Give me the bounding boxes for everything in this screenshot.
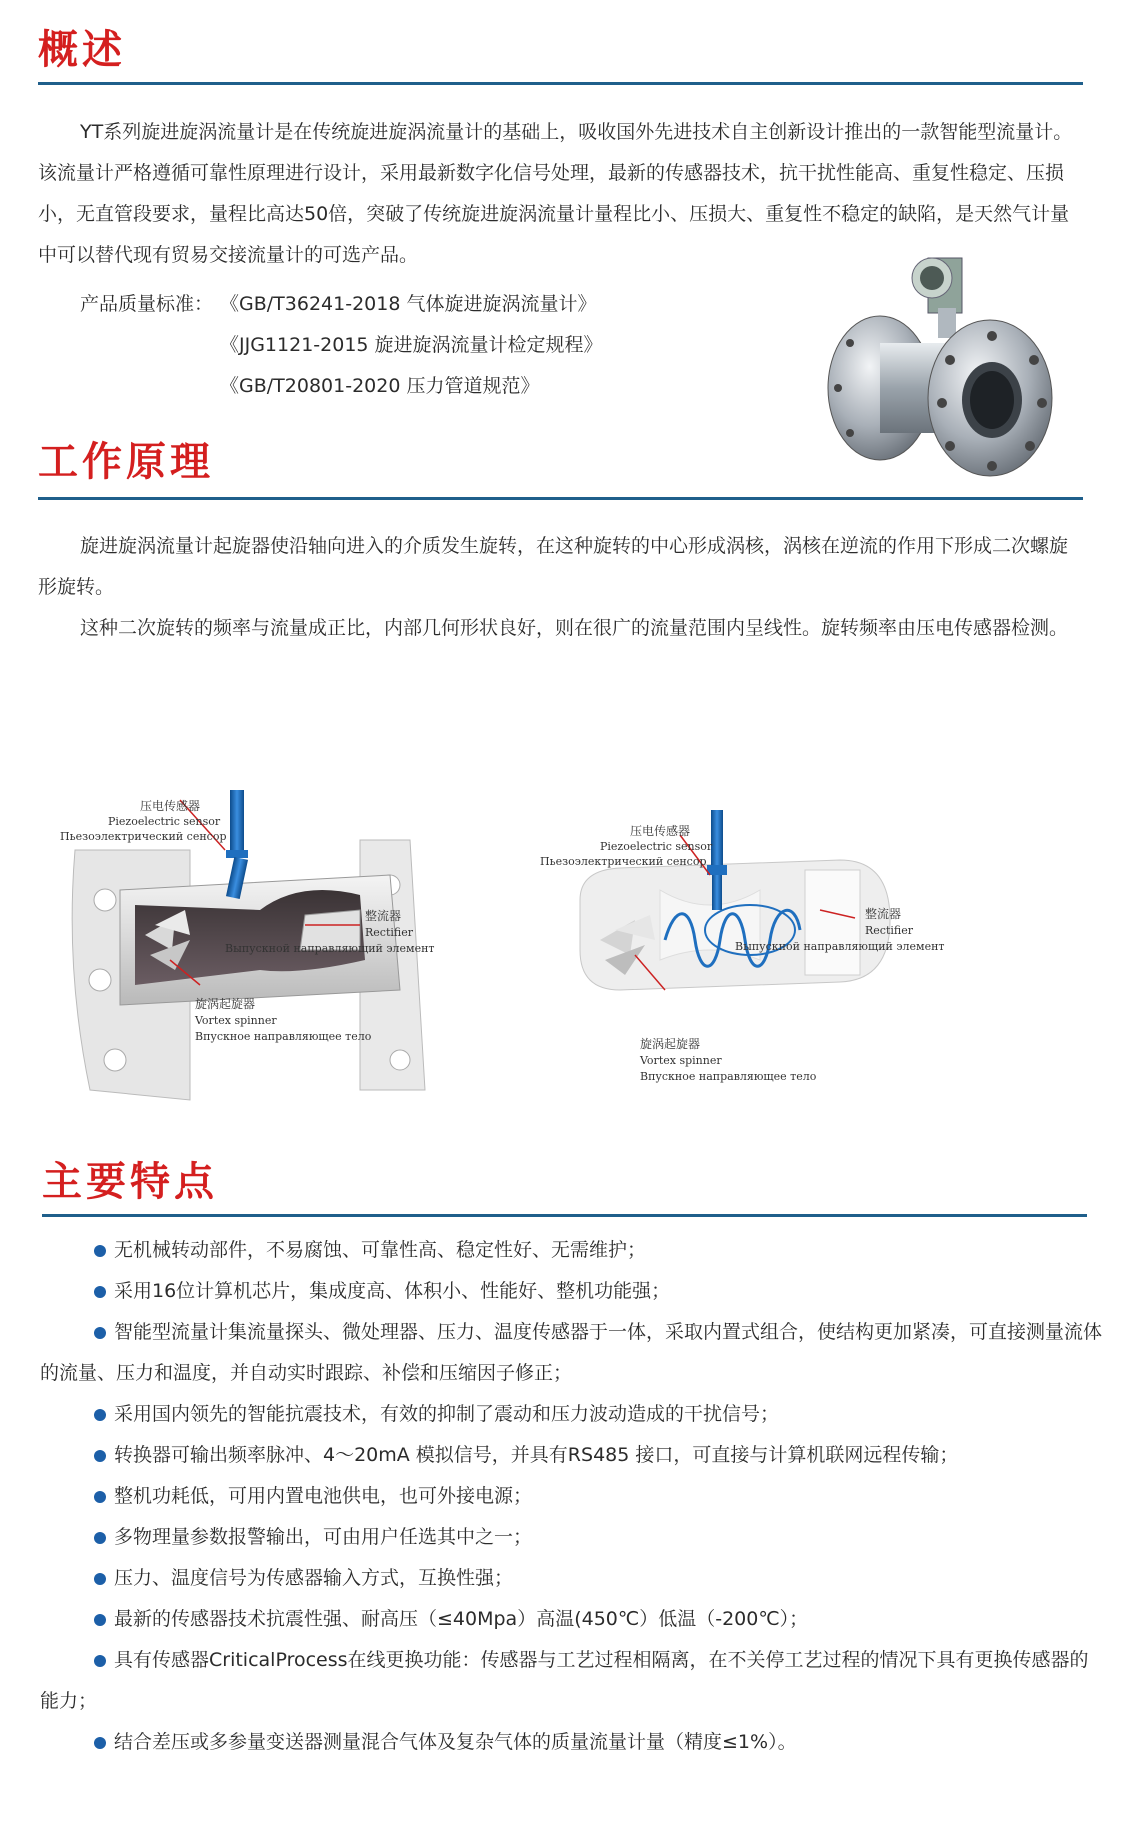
standard-item-1: 《GB/T36241-2018 气体旋进旋涡流量计》 — [220, 293, 597, 315]
principle-paragraph-2: 这种二次旋转的频率与流量成正比，内部几何形状良好，则在很广的流量范围内呈线性。旋转频率由压电传感器检测。 — [80, 617, 1069, 639]
bullet-icon — [94, 1614, 106, 1626]
left-spinner-ru-label: Впускное направляющее тело — [195, 1030, 372, 1043]
standards-label: 产品质量标准： — [80, 293, 214, 315]
left-rectifier-ru-label: Выпускной направляющий элемент — [225, 942, 435, 955]
right-vortex-diagram — [580, 810, 890, 990]
bullet-icon — [94, 1573, 106, 1585]
bullet-icon — [94, 1532, 106, 1544]
feature-item: 采用16位计算机芯片，集成度高、体积小、性能好、整机功能强； — [40, 1271, 1102, 1312]
right-sensor-cn-label: 压电传感器 — [630, 824, 691, 838]
overview-divider — [38, 82, 1083, 85]
left-rectifier-cn-label: 整流器 — [365, 909, 402, 923]
features-list — [40, 1230, 1102, 1763]
left-spinner-cn-label: 旋涡起旋器 — [195, 997, 256, 1011]
feature-item: 最新的传感器技术抗震性强、耐高压（≤40Mpa）高温(450℃）低温（-200℃）； — [40, 1599, 1102, 1640]
feature-item: 具有传感器CriticalProcess在线更换功能：传感器与工艺过程相隔离，在不关停工艺过程的情况下具有更换传感器的能力； — [40, 1649, 1089, 1712]
principle-divider — [38, 497, 1083, 500]
bullet-icon — [94, 1491, 106, 1503]
bullet-icon — [94, 1655, 106, 1667]
bullet-icon — [94, 1286, 106, 1298]
right-rectifier-ru-label: Выпускной направляющий элемент — [735, 940, 945, 953]
standard-item-2: 《JJG1121-2015 旋进旋涡流量计检定规程》 — [220, 334, 603, 356]
left-sensor-cn-label: 压电传感器 — [140, 799, 201, 813]
overview-paragraph: YT系列旋进旋涡流量计是在传统旋进旋涡流量计的基础上，吸收国外先进技术自主创新设计推出的一款智能型流量计。该流量计严格遵循可靠性原理进行设计，采用最新数字化信号处理，最新的传感器技术，抗干扰性能高、重复性稳定、压损小，无直管段要求，量程比高达50倍，突破了传统旋进旋涡流量计量程比小、压损大、重复性不稳定的缺陷，是天然气计量中可以替代现有贸易交接流量计的可选产品。 — [38, 121, 1073, 266]
right-rectifier-cn-label: 整流器 — [865, 907, 902, 921]
bullet-icon — [94, 1409, 106, 1421]
feature-item: 智能型流量计集流量探头、微处理器、压力、温度传感器于一体，采取内置式组合，使结构更加紧凑，可直接测量流体的流量、压力和温度，并自动实时跟踪、补偿和压缩因子修正； — [40, 1321, 1103, 1384]
bullet-icon — [94, 1327, 106, 1339]
standard-item-3: 《GB/T20801-2020 压力管道规范》 — [220, 375, 540, 397]
features-divider — [42, 1214, 1087, 1217]
overview-title: 概述 — [38, 27, 126, 73]
principle-paragraph-1: 旋进旋涡流量计起旋器使沿轴向进入的介质发生旋转，在这种旋转的中心形成涡核，涡核在逆流的作用下形成二次螺旋形旋转。 — [38, 535, 1069, 598]
flowmeter-product-image — [820, 248, 1060, 483]
feature-item: 整机功耗低，可用内置电池供电，也可外接电源； — [40, 1476, 1102, 1517]
right-spinner-ru-label: Впускное направляющее тело — [640, 1070, 817, 1083]
left-sensor-ru-label: Пьезоэлектрический сенсор — [60, 830, 227, 843]
right-rectifier-en-label: Rectifier — [865, 924, 913, 937]
left-sensor-en-label: Piezoelectric sensor — [108, 815, 221, 828]
feature-item: 多物理量参数报警输出，可由用户任选其中之一； — [40, 1517, 1102, 1558]
feature-item: 转换器可输出频率脉冲、4～20mA 模拟信号，并具有RS485 接口，可直接与计算机联网远程传输； — [40, 1435, 1102, 1476]
right-spinner-cn-label: 旋涡起旋器 — [640, 1037, 701, 1051]
right-sensor-en-label: Piezoelectric sensor — [600, 840, 713, 853]
left-spinner-en-label: Vortex spinner — [195, 1014, 277, 1027]
features-title: 主要特点 — [42, 1159, 218, 1205]
right-spinner-en-label: Vortex spinner — [640, 1054, 722, 1067]
bullet-icon — [94, 1245, 106, 1257]
feature-item: 结合差压或多参量变送器测量混合气体及复杂气体的质量流量计量（精度≤1%）。 — [40, 1722, 1102, 1763]
bullet-icon — [94, 1737, 106, 1749]
left-rectifier-en-label: Rectifier — [365, 926, 413, 939]
feature-item: 采用国内领先的智能抗震技术，有效的抑制了震动和压力波动造成的干扰信号； — [40, 1394, 1102, 1435]
bullet-icon — [94, 1450, 106, 1462]
feature-item: 无机械转动部件，不易腐蚀、可靠性高、稳定性好、无需维护； — [40, 1230, 1102, 1271]
feature-item: 压力、温度信号为传感器输入方式，互换性强； — [40, 1558, 1102, 1599]
right-sensor-ru-label: Пьезоэлектрический сенсор — [540, 855, 707, 868]
working-principle-diagram — [60, 790, 1090, 1120]
principle-title: 工作原理 — [38, 439, 214, 485]
